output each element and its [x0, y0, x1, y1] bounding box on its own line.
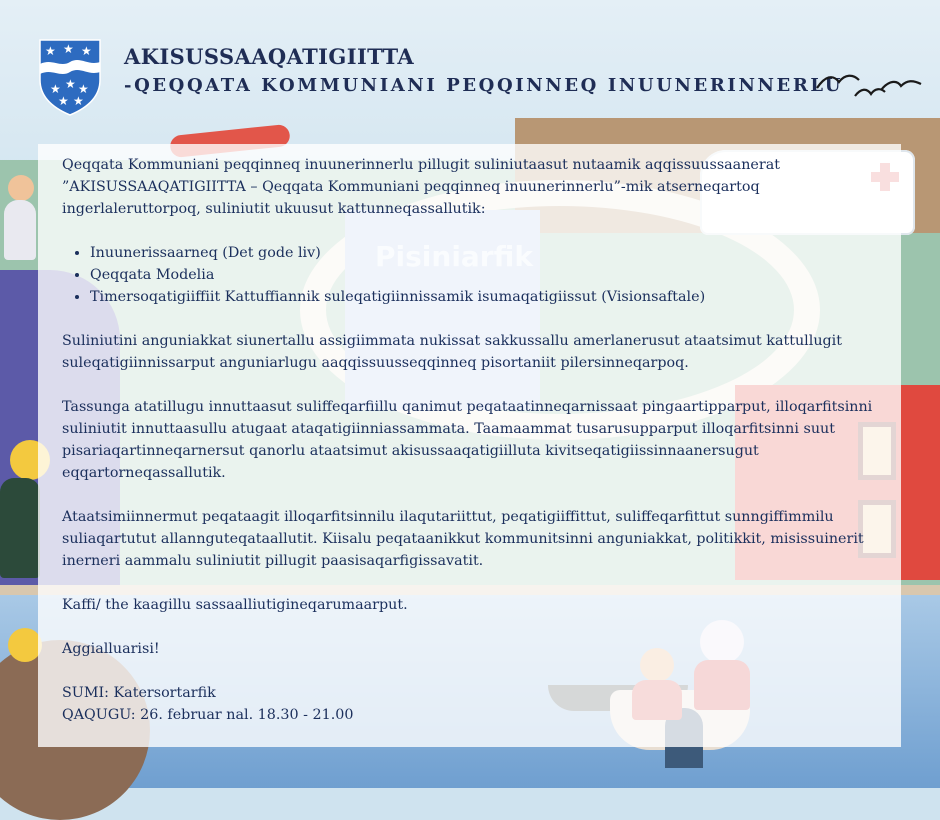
- svg-text:★: ★: [58, 94, 69, 108]
- svg-text:★: ★: [65, 77, 76, 91]
- list-item: • Inuunerissaarneq (Det gode liv): [90, 242, 886, 264]
- svg-text:★: ★: [50, 82, 61, 96]
- person-illustration: [8, 175, 34, 201]
- announcement-panel: [38, 144, 901, 747]
- svg-text:★: ★: [63, 42, 74, 56]
- svg-text:★: ★: [73, 94, 84, 108]
- list-item: • Qeqqata Modelia: [90, 264, 886, 286]
- event-place: SUMI: Katersortarfik: [62, 685, 216, 701]
- svg-text:★: ★: [78, 82, 89, 96]
- paragraph: Kaffi/ the kaagillu sassaalliutigineqarumaarput.: [62, 597, 408, 613]
- initiatives-list: [62, 242, 886, 308]
- birds-icon: [815, 68, 925, 106]
- page-title: AKISUSSAAQATIGIITTA: [124, 44, 415, 69]
- list-item: • Timersoqatigiiffiit Kattuffiannik suleqatigiinnissamik isumaqatigiissut (Visionsaftale): [90, 286, 886, 308]
- paragraph: Tassunga atatillugu innuttaasut suliffeqarfiillu qanimut peqataatinneqarnissaat pingaartipparput, illoqarfitsinni suliniutit innuttaasullu atugaat ataqatigiinniassammata. Taamaammat tusarusupparput illoqarfitsinni suut pisariaqartinneqarnersut qanorlu ataatsimut akisussaaqatigiilluta kivitseqatigiissinnaanersugut eqqartorneqassallutik.: [62, 399, 873, 481]
- paragraph: Suliniutini anguniakkat siunertallu assigiimmata nukissat sakkussallu amerlanerusut ataatsimut kattullugit suleqatigiinnissarput anguniarlugu aaqqissuusseqqinneq pisortaniit pilersinneqarpoq.: [62, 333, 842, 371]
- page-subtitle: -QEQQATA KOMMUNIANI PEQQINNEQ INUUNERINNERLU: [124, 75, 843, 96]
- paragraph: Aggialluarisi!: [62, 641, 160, 657]
- svg-text:★: ★: [45, 44, 56, 58]
- coat-of-arms-shield-icon: [38, 38, 102, 116]
- announcement-content: [62, 154, 886, 726]
- svg-text:★: ★: [81, 44, 92, 58]
- paragraph: Ataatsimiinnermut peqataagit illoqarfitsinnilu ilaqutariittut, peqatigiiffittut, suliffeqarfittut sunngiffimmilu suliaqartutut allannguteqataallutit. Kiisalu peqataanikkut kommunitsinni anguniakkat, politikkit, misissuinerit inerneri aammalu suliniutit pillugit paasisaqarfigissavatit.: [62, 509, 864, 569]
- intro-paragraph: Qeqqata Kommuniani peqqinneq inuunerinnerlu pillugit suliniutaasut nutaamik aqqissuussaanerat ”AKISUSSAAQATIGIITTA – Qeqqata Kommuniani peqqinneq inuunerinnerlu”-mik atserneqartoq ingerlaleruttorpoq, suliniutit ukuusut kattunneqassallutik:: [62, 157, 780, 217]
- event-time: QAQUGU: 26. februar nal. 18.30 - 21.00: [62, 707, 354, 723]
- person-illustration: [8, 628, 42, 662]
